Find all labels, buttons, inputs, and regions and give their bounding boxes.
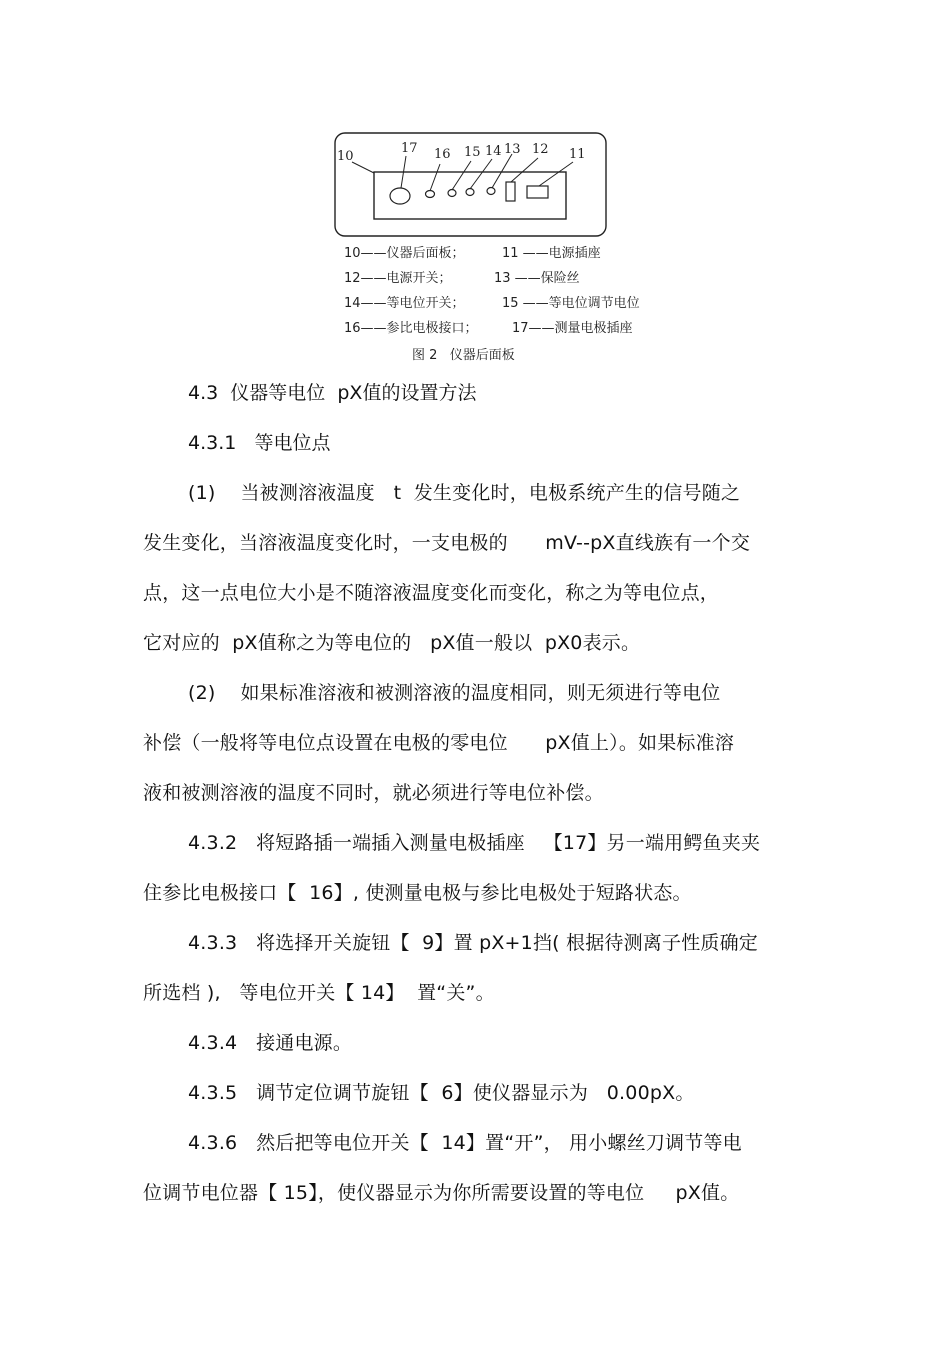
legend-item: 17——测量电极插座 — [512, 321, 633, 336]
paragraph-line: 4.3.3 将选择开关旋钮【 9】置 pX+1挡( 根据待测离子性质确定 — [188, 932, 759, 954]
legend-row — [344, 271, 580, 287]
power-switch — [506, 182, 515, 201]
paragraph-line: 发生变化，当溶液温度变化时，一支电极的 mV--pX直线族有一个交 — [143, 532, 751, 554]
legend-item: 13 ——保险丝 — [494, 271, 580, 286]
legend-row — [344, 246, 601, 262]
paragraph-line: 4.3.6 然后把等电位开关【 14】置“开”， 用小螺丝刀调节等电 — [188, 1132, 742, 1154]
legend-item: 11 ——电源插座 — [502, 246, 601, 261]
label-10: 10 — [337, 149, 354, 164]
paragraph-line: 位调节电位器【 15】，使仪器显示为你所需要设置的等电位 pX值。 — [143, 1182, 740, 1204]
legend-item: 14——等电位开关； — [344, 296, 465, 311]
label-15: 15 — [464, 145, 481, 160]
isopotential-switch — [466, 189, 474, 196]
rear-panel-diagram — [334, 132, 608, 237]
legend-row — [344, 296, 640, 312]
paragraph-line: 点，这一点电位大小是不随溶液温度变化而变化，称之为等电位点， — [143, 582, 720, 604]
label-17: 17 — [401, 141, 418, 156]
subsection-title: 4.3.1 等电位点 — [188, 432, 331, 454]
paragraph-line: 液和被测溶液的温度不同时，就必须进行等电位补偿。 — [143, 782, 604, 804]
paragraph-line: 所选档 ), 等电位开关【 14】 置“关”。 — [143, 982, 495, 1004]
panel-port — [487, 188, 495, 195]
measuring-electrode-socket — [390, 188, 410, 204]
paragraph-line: 4.3.2 将短路插一端插入测量电极插座 【17】另一端用鳄鱼夹夹 — [188, 832, 761, 854]
figure-caption: 图 2 仪器后面板 — [412, 348, 515, 363]
paragraph-line: 4.3.5 调节定位调节旋钮【 6】使仪器显示为 0.00pX。 — [188, 1082, 695, 1104]
legend-item: 15 ——等电位调节电位 — [502, 296, 640, 311]
label-14: 14 — [485, 144, 502, 159]
paragraph-line: 补偿（一般将等电位点设置在电极的零电位 pX值上）。如果标准溶 — [143, 732, 735, 754]
label-13: 13 — [504, 142, 521, 157]
paragraph-line: 4.3.4 接通电源。 — [188, 1032, 353, 1054]
label-11: 11 — [569, 147, 586, 162]
reference-electrode-port — [426, 191, 435, 198]
label-16: 16 — [434, 147, 451, 162]
paragraph-line: 它对应的 pX值称之为等电位的 pX值一般以 pX0表示。 — [143, 632, 641, 654]
legend-row — [344, 321, 633, 337]
legend-item: 10——仪器后面板； — [344, 246, 465, 261]
legend-item: 12——电源开关； — [344, 271, 452, 286]
section-title: 4.3 仪器等电位 pX值的设置方法 — [188, 382, 477, 404]
label-12: 12 — [532, 142, 549, 157]
paragraph-line: (2) 如果标准溶液和被测溶液的温度相同，则无须进行等电位 — [188, 682, 721, 704]
legend-item: 16——参比电极接口； — [344, 321, 478, 336]
isopotential-adjust-knob — [448, 190, 456, 197]
paragraph-line: 住参比电极接口【 16】, 使测量电极与参比电极处于短路状态。 — [143, 882, 692, 904]
power-socket — [527, 186, 548, 198]
paragraph-line: (1) 当被测溶液温度 t 发生变化时，电极系统产生的信号随之 — [188, 482, 741, 504]
